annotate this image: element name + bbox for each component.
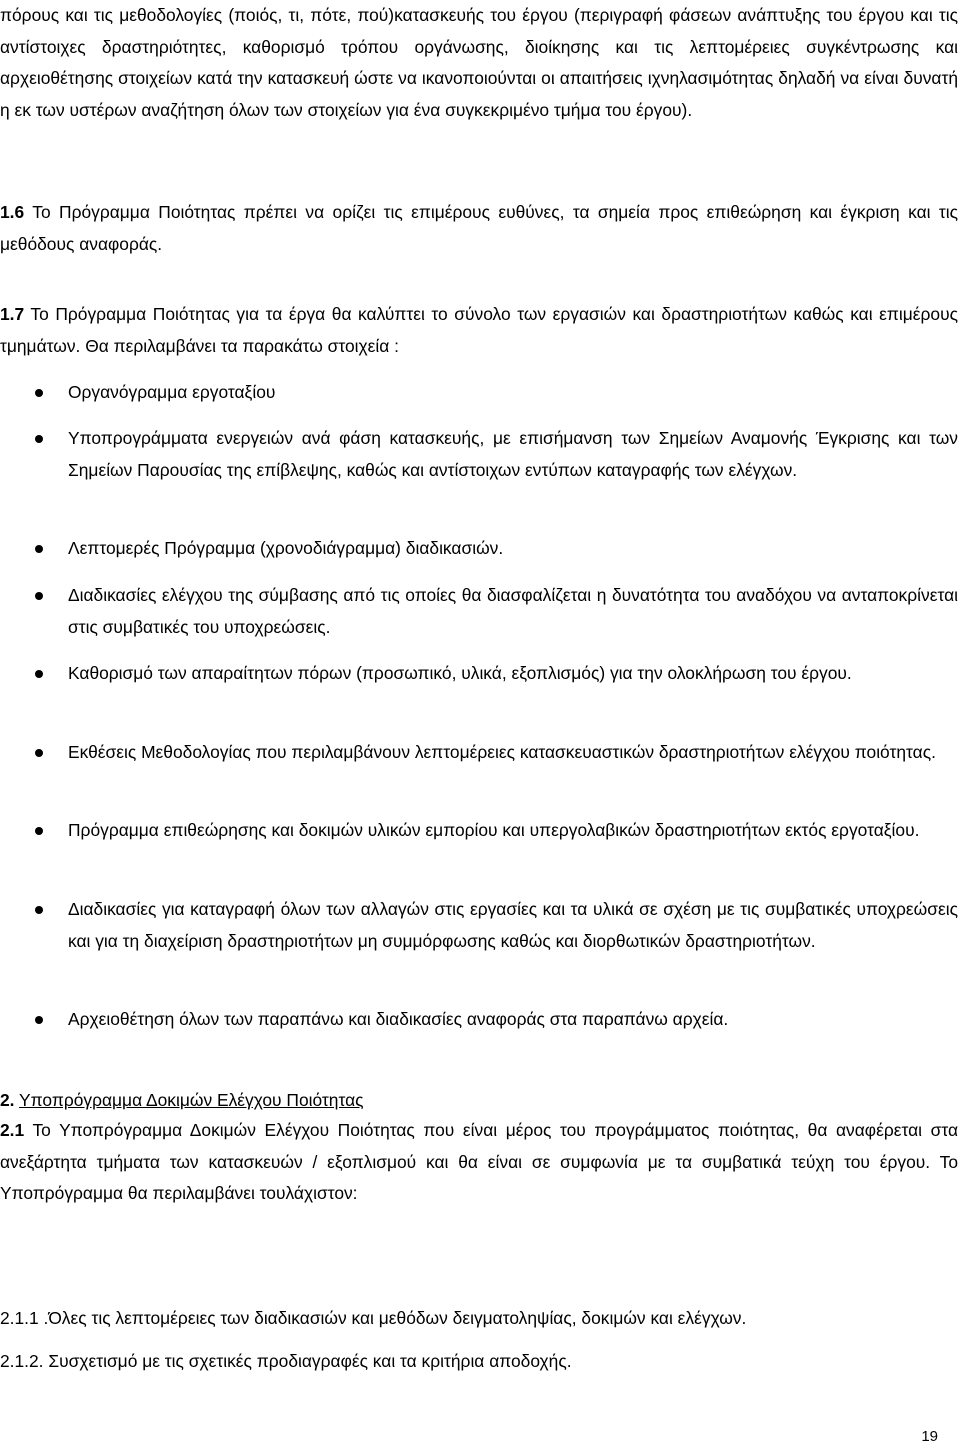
section-2-title: Υποπρόγραμμα Δοκιμών Ελέγχου Ποιότητας (19, 1090, 364, 1110)
bullet-item-2 (0, 423, 958, 486)
item-2-1-1: 2.1.1 .Όλες τις λεπτομέρειες των διαδικασιών και μεθόδων δειγματοληψίας, δοκιμών και ελέγχων. (0, 1308, 747, 1328)
bullet-dot-icon (35, 906, 43, 914)
bullet-item-4 (0, 580, 958, 643)
bullet-text: Λεπτομερές Πρόγραμμα (χρονοδιάγραμμα) διαδικασιών. (68, 538, 504, 558)
bullet-text: Διαδικασίες ελέγχου της σύμβασης από τις οποίες θα διασφαλίζεται η δυνατότητα του αναδόχου να ανταποκρίνεται στις συμβατικές του υποχρεώσεις. (68, 585, 958, 637)
bullet-dot-icon (35, 389, 43, 397)
bullet-item-6 (0, 737, 958, 769)
bullet-text: Καθορισμό των απαραίτητων πόρων (προσωπικό, υλικά, εξοπλισμός) για την ολοκλήρωση του έργου. (68, 663, 852, 683)
bullet-dot-icon (35, 1016, 43, 1024)
page-number: 19 (921, 1428, 938, 1445)
bullet-dot-icon (35, 827, 43, 835)
bullet-text: Οργανόγραμμα εργοταξίου (68, 382, 276, 402)
section-1-6-text: Το Πρόγραμμα Ποιότητας πρέπει να ορίζει τις επιμέρους ευθύνες, τα σημεία προς επιθεώρηση και έγκριση και τις μεθόδους αναφοράς. (0, 202, 958, 254)
bullet-dot-icon (35, 435, 43, 443)
section-2-number: 2. (0, 1090, 15, 1110)
bullet-item-7 (0, 815, 958, 847)
section-2-1-text: Το Υποπρόγραμμα Δοκιμών Ελέγχου Ποιότητας που είναι μέρος του προγράμματος ποιότητας, θα αναφέρεται στα ανεξάρτητα τμήματα των κατασκευών / εξοπλισμού και θα είναι σε συμφωνία με τα συμβατικά τεύχη του έργου. Το Υποπρόγραμμα θα περιλαμβάνει τουλάχιστον: (0, 1120, 958, 1203)
bullet-text: Αρχειοθέτηση όλων των παραπάνω και διαδικασίες αναφοράς στα παραπάνω αρχεία. (68, 1009, 729, 1029)
bullet-dot-icon (35, 670, 43, 678)
section-1-6-paragraph (0, 197, 958, 260)
bullet-text: Εκθέσεις Μεθοδολογίας που περιλαμβάνουν λεπτομέρειες κατασκευαστικών δραστηριοτήτων ελέγχου ποιότητας. (68, 742, 936, 762)
section-2-1-paragraph (0, 1115, 958, 1210)
bullet-item-3 (0, 533, 958, 565)
section-1-7-text: Το Πρόγραμμα Ποιότητας για τα έργα θα καλύπτει το σύνολο των εργασιών και δραστηριοτήτων καθώς και επιμέρους τμημάτων. Θα περιλαμβάνει τα παρακάτω στοιχεία : (0, 304, 958, 356)
section-1-6-number: 1.6 (0, 202, 25, 222)
bullet-dot-icon (35, 749, 43, 757)
bullet-text: Πρόγραμμα επιθεώρησης και δοκιμών υλικών εμπορίου και υπεργολαβικών δραστηριοτήτων εκτός εργοταξίου. (68, 820, 920, 840)
bullet-item-9 (0, 1004, 958, 1036)
bullet-item-1 (0, 377, 958, 409)
section-1-7-number: 1.7 (0, 304, 25, 324)
bullet-dot-icon (35, 592, 43, 600)
item-2-1-2: 2.1.2. Συσχετισμό με τις σχετικές προδιαγραφές και τα κριτήρια αποδοχής. (0, 1351, 572, 1371)
bullet-text: Διαδικασίες για καταγραφή όλων των αλλαγών στις εργασίες και τα υλικά σε σχέση με τις συμβατικές υποχρεώσεις και για τη διαχείριση δραστηριοτήτων μη συμμόρφωσης καθώς και διορθωτικών δραστηριοτήτων. (68, 899, 958, 951)
bullet-dot-icon (35, 545, 43, 553)
bullet-item-8 (0, 894, 958, 957)
section-1-7-paragraph (0, 299, 958, 362)
section-2-heading (0, 1085, 958, 1117)
intro-paragraph: πόρους και τις μεθοδολογίες (ποιός, τι, πότε, πού)κατασκευής του έργου (περιγραφή φάσεων ανάπτυξης του έργου και τις αντίστοιχες δραστηριότητες, καθορισμό τρόπου οργάνωσης, διοίκησης και τις λεπτομέρειες συγκέντρωσης και αρχειοθέτησης στοιχείων κατά την κατασκευή ώστε να ικανοποιούνται οι απαιτήσεις ιχνηλασιμότητας δηλαδή να είναι δυνατή η εκ των υστέρων αναζήτηση όλων των στοιχείων για ένα συγκεκριμένο τμήμα του έργου). (0, 5, 958, 120)
section-2-1-number: 2.1 (0, 1120, 25, 1140)
bullet-text: Υποπρογράμματα ενεργειών ανά φάση κατασκευής, με επισήμανση των Σημείων Αναμονής Έγκρισης και των Σημείων Παρουσίας της επίβλεψης, καθώς και αντίστοιχων εντύπων καταγραφής των ελέγχων. (68, 428, 958, 480)
bullet-item-5 (0, 658, 958, 690)
